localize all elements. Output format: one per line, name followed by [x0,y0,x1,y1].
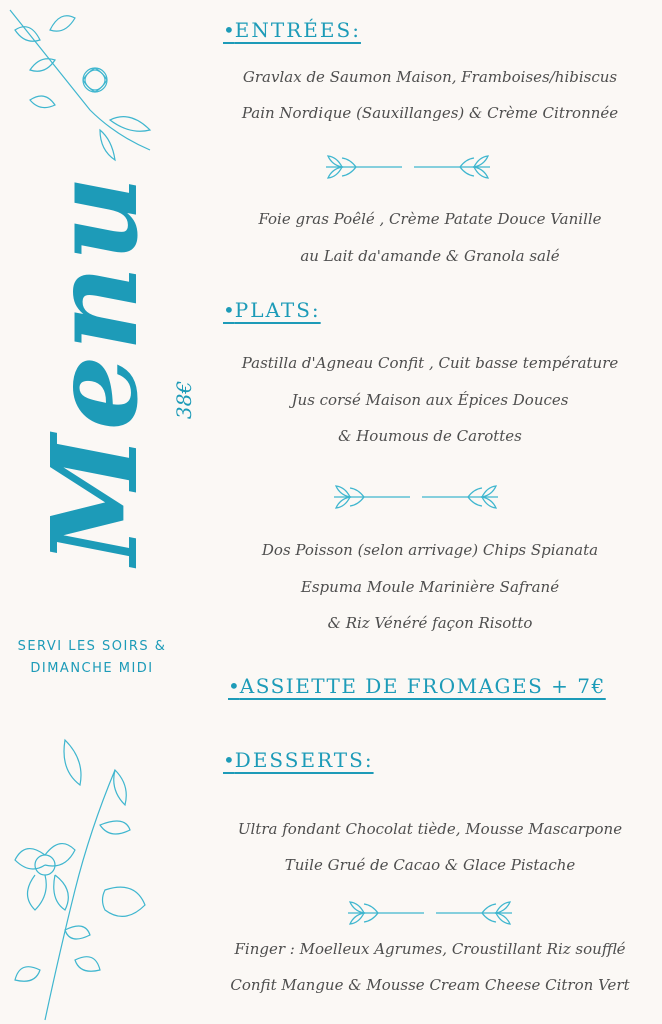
section-heading-fromages: •ASSIETTE DE FROMAGES + 7€ [228,674,606,698]
dish-line: Pain Nordique (Sauxillanges) & Crème Citronnée [241,104,619,122]
dish-line: & Riz Vénéré façon Risotto [327,614,533,632]
section-heading-desserts: •DESSERTS: [223,748,374,772]
dish-line: Gravlax de Saumon Maison, Framboises/hibiscus [242,68,618,86]
dish-line: Dos Poisson (selon arrivage) Chips Spianata [261,541,599,559]
service-hours-line: SERVI LES SOIRS & [17,639,167,654]
service-hours [6,636,178,680]
dish-line: Foie gras Poêlé , Crème Patate Douce Vanille [258,210,602,228]
dish-line: Tuile Grué de Cacao & Glace Pistache [284,856,576,874]
leaf-arrow-divider-icon [330,482,502,512]
dish-line: & Houmous de Carottes [338,427,522,445]
section-heading-entrees: •ENTRÉES: [223,18,361,42]
dish-line: Finger : Moelleux Agrumes, Croustillant Riz soufflé [234,940,626,958]
dish-line: Pastilla d'Agneau Confit , Cuit basse température [241,354,619,372]
dish-line: Jus corsé Maison aux Épices Douces [291,391,569,409]
section-heading-plats: •PLATS: [223,298,321,322]
dish-line: au Lait da'amande & Granola salé [300,247,560,265]
leaf-arrow-divider-icon [344,898,516,928]
price-label: 38€ [172,380,196,420]
leaf-arrow-divider-icon [322,152,494,182]
dish-line: Confit Mangue & Mousse Cream Cheese Citron Vert [230,976,630,994]
flower-branch-icon [0,0,160,170]
flower-branch-icon [5,730,165,1024]
dish-line: Espuma Moule Marinière Safrané [300,578,560,596]
menu-title: Menu [25,171,164,565]
dish-line: Ultra fondant Chocolat tiède, Mousse Mascarpone [237,820,623,838]
service-hours-line: DIMANCHE MIDI [30,661,154,676]
